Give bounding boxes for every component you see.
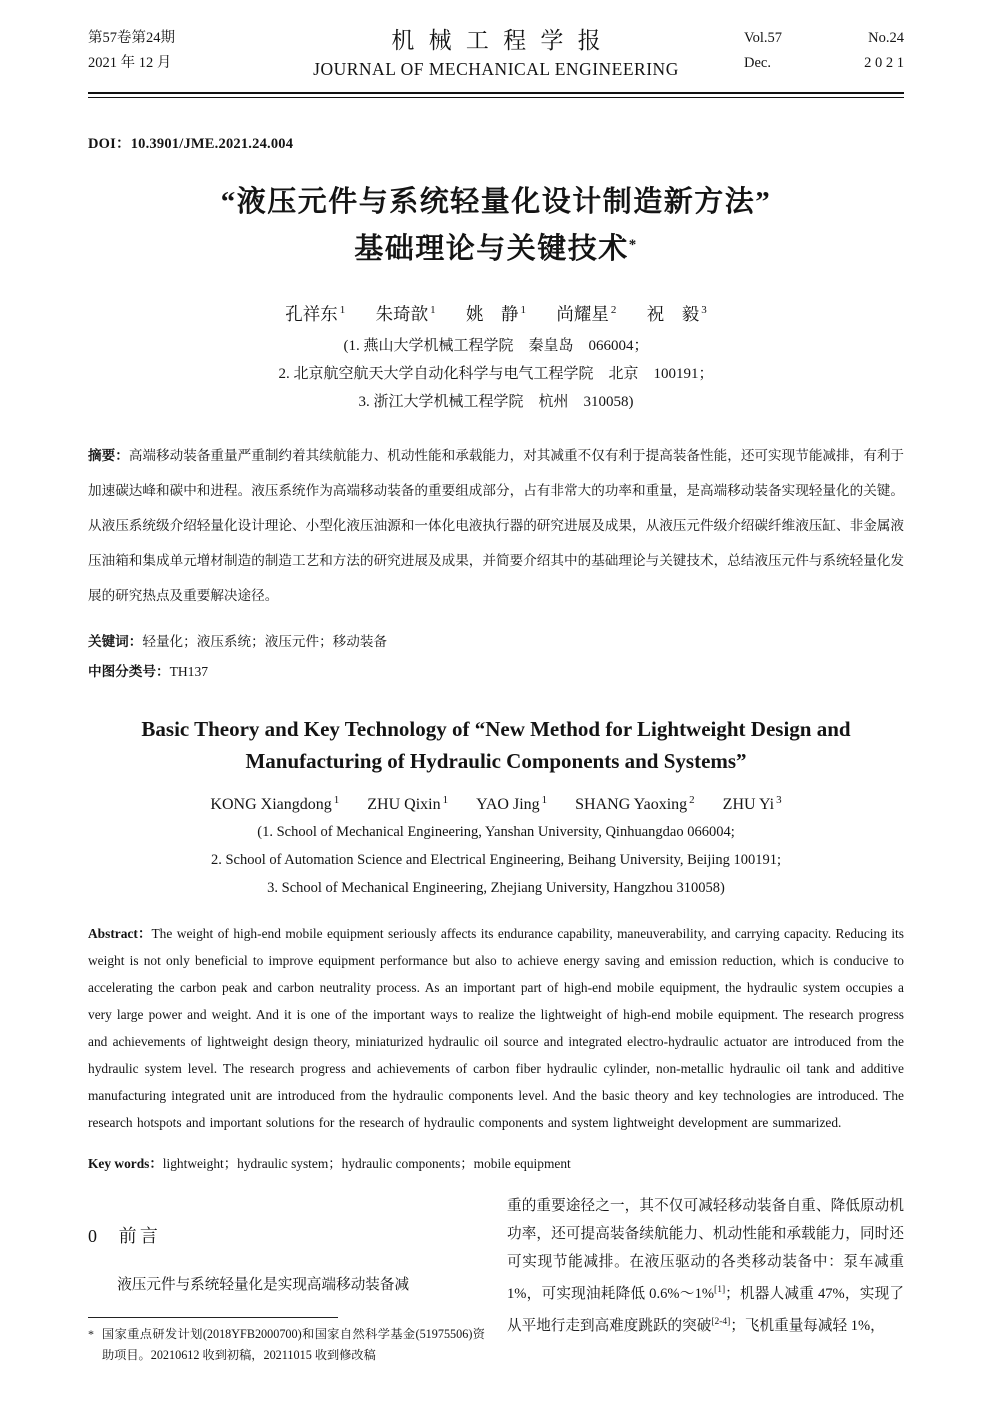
paper-title-cn bbox=[88, 179, 904, 273]
author-list-cn bbox=[88, 301, 904, 326]
date-line-en bbox=[744, 51, 904, 76]
keywords-cn-text: 轻量化；液压系统；液压元件；移动装备 bbox=[142, 633, 388, 649]
body-columns bbox=[88, 1192, 904, 1366]
masthead-center bbox=[248, 26, 744, 83]
affiliation-cn: (1. 燕山大学机械工程学院 秦皇岛 066004； bbox=[343, 338, 649, 354]
paper-title-en: Basic Theory and Key Technology of “New Method for Lightweight Design and Manufacturing of Hydraulic Components and Systems” bbox=[141, 716, 851, 773]
footnote-text: 国家重点研发计划(2018YFB2000700)和国家自然科学基金(51975506)资助项目。20210612 收到初稿，20211015 收到修改稿 bbox=[102, 1326, 485, 1362]
intro-right-text-3: ；飞机重量每减轻 1%， bbox=[730, 1317, 885, 1334]
intro-paragraph-right bbox=[507, 1192, 904, 1340]
year-label: 2 0 2 1 bbox=[864, 55, 904, 71]
keywords-cn bbox=[88, 627, 904, 657]
section-title: 前言 bbox=[118, 1225, 162, 1246]
section-heading bbox=[88, 1222, 485, 1248]
author-en: ZHU Qixin $^1$ bbox=[367, 794, 449, 814]
affiliation-en: 2. School of Automation Science and Electrical Engineering, Beihang University, Beijing 100191; bbox=[210, 852, 782, 869]
author-cn: 孔祥东 $^1$ bbox=[285, 304, 346, 324]
title-footnote-asterisk: * bbox=[628, 237, 638, 253]
affiliation-en: (1. School of Mechanical Engineering, Yanshan University, Qinhuangdao 066004; bbox=[257, 824, 735, 841]
number-label: No.24 bbox=[868, 30, 904, 46]
author-en: ZHU Yi $^3$ bbox=[722, 794, 782, 814]
affiliation-list-cn bbox=[88, 332, 904, 416]
masthead-right bbox=[744, 26, 904, 76]
affiliation-list-en bbox=[88, 818, 904, 902]
issue-number-cn: 第57卷第24期 bbox=[88, 30, 175, 46]
author-cn: 尚耀星 $^2$ bbox=[556, 304, 617, 324]
abstract-cn bbox=[88, 438, 904, 613]
footnote-asterisk: * bbox=[88, 1326, 94, 1341]
doi-line bbox=[88, 132, 904, 153]
keywords-cn-label: 关键词： bbox=[88, 633, 143, 649]
intro-paragraph-left: 液压元件与系统轻量化是实现高端移动装备减 bbox=[117, 1276, 410, 1293]
author-en: SHANG Yaoxing $^2$ bbox=[575, 794, 695, 814]
author-en: YAO Jing $^1$ bbox=[476, 794, 548, 814]
paper-title-cn-line2-wrap bbox=[88, 226, 904, 273]
affiliation-cn: 2. 北京航空航天大学自动化科学与电气工程学院 北京 100191； bbox=[278, 366, 714, 382]
intro-right-text-1: 重的重要途径之一，其不仅可减轻移动装备自重、降低原动机功率，还可提高装备续航能力、机动性能和承载能力，同时还可实现节能减排。在液压驱动的各类移动装备中：泵车减重 1%，可实现油耗降低 0.6%～1% bbox=[507, 1197, 904, 1302]
abstract-en-text: The weight of high-end mobile equipment seriously affects its endurance capability, maneuverability, and carrying capacity. Reducing its weight is not only beneficial to improve equipment performance but also to achieve energy saving and emission reduction, which is conducive to accelerating the carbon peak and carbon neutrality process. As an important part of high-end mobile equipment, the hydraulic system occupies a very large power and weight. And it is one of the important ways to realize the lightweight of high-end mobile equipment. The research progress and achievements of lightweight design theory, miniaturized hydraulic oil source and integrated electro-hydraulic actuator are introduced from the hydraulic system level. The research progress and achievements of carbon fiber hydraulic cylinder, non-metallic hydraulic oil tank and additive manufacturing integrated unit are introduced from the hydraulic components level. And the basic theory and key technologies are introduced. The research hotspots and important solutions for the research of hydraulic components and system lightweight development are summarized. bbox=[88, 926, 904, 1131]
clc-line bbox=[88, 657, 904, 687]
author-cn: 祝 毅 $^3$ bbox=[646, 304, 707, 324]
clc-label: 中图分类号： bbox=[88, 663, 170, 679]
doi-value: 10.3901/JME.2021.24.004 bbox=[130, 136, 294, 152]
masthead-divider bbox=[88, 92, 904, 98]
volume-line bbox=[744, 26, 904, 51]
journal-title-en: JOURNAL OF MECHANICAL ENGINEERING bbox=[313, 59, 679, 79]
author-cn: 朱琦歆 $^1$ bbox=[375, 304, 436, 324]
masthead-left bbox=[88, 26, 248, 76]
volume-label: Vol.57 bbox=[744, 30, 783, 46]
issue-date-cn: 2021 年 12 月 bbox=[88, 55, 172, 71]
keywords-en-label: Key words： bbox=[88, 1155, 163, 1171]
clc-value: TH137 bbox=[169, 663, 209, 679]
affiliation-en: 3. School of Mechanical Engineering, Zhejiang University, Hangzhou 310058) bbox=[267, 880, 725, 897]
citation-ref-2-4: [2-4] bbox=[711, 1316, 731, 1327]
author-list-en bbox=[88, 794, 904, 814]
footnote-text-line bbox=[88, 1324, 485, 1366]
author-cn: 姚 静 $^1$ bbox=[466, 304, 526, 324]
abstract-cn-label: 摘要： bbox=[88, 448, 129, 463]
abstract-en-label: Abstract： bbox=[88, 926, 152, 942]
section-number: 0 bbox=[88, 1225, 97, 1246]
author-en: KONG Xiangdong $^1$ bbox=[210, 794, 340, 814]
funding-footnote bbox=[88, 1317, 485, 1366]
left-column bbox=[88, 1192, 485, 1366]
intro-right-text-2: ；机器人减重 47%，实现了从平地行走到高难度跳跃的突破 bbox=[507, 1285, 904, 1334]
citation-ref-1: [1] bbox=[714, 1284, 726, 1295]
affiliation-cn: 3. 浙江大学机械工程学院 杭州 310058) bbox=[358, 394, 634, 410]
journal-masthead bbox=[88, 26, 904, 83]
doi-label: DOI： bbox=[88, 136, 131, 152]
right-column bbox=[507, 1192, 904, 1366]
paper-title-cn-line2: 基础理论与关键技术 bbox=[354, 233, 629, 265]
paper-title-cn-line1: “液压元件与系统轻量化设计制造新方法” bbox=[220, 186, 772, 218]
footnote-divider bbox=[88, 1317, 338, 1318]
keywords-en bbox=[88, 1150, 904, 1178]
journal-title-cn: 机械工程学报 bbox=[391, 28, 615, 53]
abstract-cn-text: 高端移动装备重量严重制约着其续航能力、机动性能和承载能力，对其减重不仅有利于提高装备性能，还可实现节能减排，有利于加速碳达峰和碳中和进程。液压系统作为高端移动装备的重要组成部分，占有非常大的功率和重量，是高端移动装备实现轻量化的关键。从液压系统级介绍轻量化设计理论、小型化液压油源和一体化电液执行器的研究进展及成果，从液压元件级介绍碳纤维液压缸、非金属液压油箱和集成单元增材制造的制造工艺和方法的研究进展及成果，并简要介绍其中的基础理论与关键技术，总结液压元件与系统轻量化发展的研究热点及重要解决途径。 bbox=[88, 448, 905, 603]
month-label: Dec. bbox=[744, 55, 771, 71]
keywords-en-text: lightweight；hydraulic system；hydraulic components；mobile equipment bbox=[162, 1155, 571, 1171]
abstract-en bbox=[88, 920, 904, 1136]
